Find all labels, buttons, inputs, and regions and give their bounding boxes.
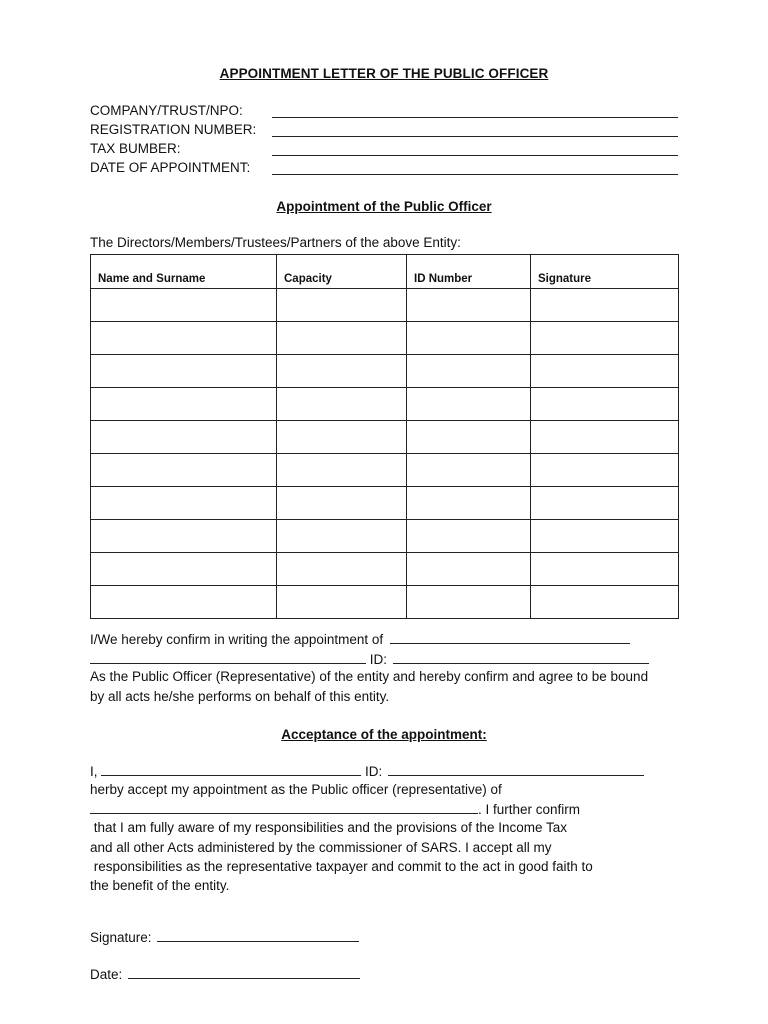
confirm-line-1 — [90, 631, 630, 647]
header-id-number: ID Number — [407, 255, 531, 289]
confirm-line-4: by all acts he/she performs on behalf of this entity. — [90, 689, 390, 704]
signature-cell[interactable] — [531, 289, 679, 322]
id-number-cell[interactable] — [407, 487, 531, 520]
date-of-appointment-line[interactable] — [272, 174, 678, 175]
table-row — [91, 289, 679, 322]
signature-blank[interactable] — [157, 929, 359, 942]
name-surname-cell[interactable] — [91, 355, 277, 388]
name-surname-cell[interactable] — [91, 388, 277, 421]
confirm-line-2 — [90, 651, 649, 667]
signature-label: Signature: — [90, 930, 152, 945]
id-number-cell[interactable] — [407, 520, 531, 553]
registration-number-line[interactable] — [272, 136, 678, 137]
date-of-appointment-label: DATE OF APPOINTMENT: — [90, 160, 251, 175]
signature-cell[interactable] — [531, 322, 679, 355]
signature-cell[interactable] — [531, 454, 679, 487]
appointee-name-blank-2[interactable] — [90, 651, 366, 664]
directors-table — [90, 254, 679, 619]
confirm-text: I/We hereby confirm in writing the appointment of — [90, 632, 384, 647]
table-header-row — [91, 255, 679, 289]
name-surname-cell[interactable] — [91, 289, 277, 322]
table-row — [91, 421, 679, 454]
tax-number-label: TAX BUMBER: — [90, 141, 181, 156]
capacity-cell[interactable] — [277, 553, 407, 586]
table-row — [91, 487, 679, 520]
id-number-cell[interactable] — [407, 388, 531, 421]
table-row — [91, 553, 679, 586]
acceptance-line-7: the benefit of the entity. — [90, 878, 230, 893]
table-row — [91, 322, 679, 355]
acceptance-heading: Acceptance of the appointment: — [281, 727, 487, 742]
table-row — [91, 355, 679, 388]
capacity-cell[interactable] — [277, 388, 407, 421]
tax-number-field[interactable] — [90, 141, 680, 159]
table-row — [91, 520, 679, 553]
name-surname-cell[interactable] — [91, 586, 277, 619]
capacity-cell[interactable] — [277, 454, 407, 487]
capacity-cell[interactable] — [277, 487, 407, 520]
acceptance-line-3 — [90, 801, 580, 817]
signature-cell[interactable] — [531, 421, 679, 454]
date-of-appointment-field[interactable] — [90, 160, 680, 178]
id-number-cell[interactable] — [407, 355, 531, 388]
header-signature: Signature — [531, 255, 679, 289]
capacity-cell[interactable] — [277, 421, 407, 454]
acceptance-line-1 — [90, 763, 644, 779]
header-capacity: Capacity — [277, 255, 407, 289]
name-surname-cell[interactable] — [91, 487, 277, 520]
table-row — [91, 454, 679, 487]
acceptance-line-4: that I am fully aware of my responsibilities and the provisions of the Income Tax — [90, 820, 567, 835]
id-number-cell[interactable] — [407, 553, 531, 586]
name-surname-cell[interactable] — [91, 553, 277, 586]
name-surname-cell[interactable] — [91, 520, 277, 553]
id-number-cell[interactable] — [407, 454, 531, 487]
capacity-cell[interactable] — [277, 586, 407, 619]
date-blank[interactable] — [128, 966, 360, 979]
directors-table-body — [91, 289, 679, 619]
company-line[interactable] — [272, 117, 678, 118]
tax-number-line[interactable] — [272, 155, 678, 156]
acceptance-i-label: I, — [90, 764, 98, 779]
id-number-cell[interactable] — [407, 322, 531, 355]
signature-cell[interactable] — [531, 388, 679, 421]
registration-number-field[interactable] — [90, 122, 680, 140]
company-field[interactable] — [90, 103, 680, 121]
acceptance-line-6: responsibilities as the representative taxpayer and commit to the act in good faith to — [90, 859, 593, 874]
registration-number-label: REGISTRATION NUMBER: — [90, 122, 257, 137]
id-number-cell[interactable] — [407, 586, 531, 619]
capacity-cell[interactable] — [277, 289, 407, 322]
id-number-cell[interactable] — [407, 289, 531, 322]
signature-cell[interactable] — [531, 355, 679, 388]
signature-cell[interactable] — [531, 586, 679, 619]
document-title: APPOINTMENT LETTER OF THE PUBLIC OFFICER — [219, 66, 549, 81]
signature-cell[interactable] — [531, 487, 679, 520]
id-number-cell[interactable] — [407, 421, 531, 454]
name-surname-cell[interactable] — [91, 421, 277, 454]
signature-cell[interactable] — [531, 520, 679, 553]
company-label: COMPANY/TRUST/NPO: — [90, 103, 243, 118]
capacity-cell[interactable] — [277, 520, 407, 553]
appointment-heading: Appointment of the Public Officer — [276, 199, 492, 214]
signature-row — [90, 929, 359, 945]
appointee-name-blank[interactable] — [390, 631, 630, 644]
confirm-line-3: As the Public Officer (Representative) of the entity and hereby confirm and agree to be bound — [90, 669, 649, 684]
acceptance-line-5: and all other Acts administered by the commissioner of SARS. I accept all my — [90, 840, 552, 855]
name-surname-cell[interactable] — [91, 454, 277, 487]
table-row — [91, 388, 679, 421]
capacity-cell[interactable] — [277, 322, 407, 355]
appointee-id-blank[interactable] — [393, 651, 649, 664]
acceptance-id-label: ID: — [365, 764, 383, 779]
name-surname-cell[interactable] — [91, 322, 277, 355]
acceptor-name-blank[interactable] — [101, 763, 361, 776]
date-row — [90, 966, 360, 982]
directors-intro: The Directors/Members/Trustees/Partners of the above Entity: — [90, 235, 461, 250]
header-name-surname: Name and Surname — [91, 255, 277, 289]
signature-cell[interactable] — [531, 553, 679, 586]
entity-name-blank[interactable] — [90, 801, 478, 814]
acceptance-further-confirm: . I further confirm — [478, 802, 581, 817]
date-label: Date: — [90, 967, 123, 982]
confirm-id-label: ID: — [369, 652, 388, 667]
acceptance-line-2: herby accept my appointment as the Public officer (representative) of — [90, 782, 502, 797]
capacity-cell[interactable] — [277, 355, 407, 388]
acceptor-id-blank[interactable] — [388, 763, 644, 776]
table-row — [91, 586, 679, 619]
